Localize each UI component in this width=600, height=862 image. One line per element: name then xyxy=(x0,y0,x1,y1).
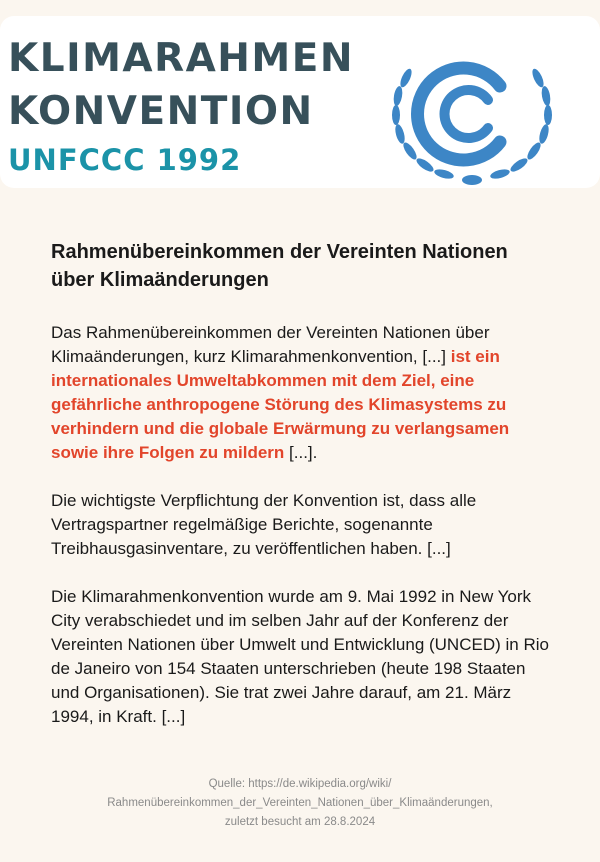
title-block xyxy=(8,32,354,180)
paragraph-ellipsis: [...]. xyxy=(284,443,318,462)
subtitle: UNFCCC 1992 xyxy=(8,143,242,177)
paragraph-history: Die Klimarahmenkonvention wurde am 9. Mai 1992 in New York City verabschiedet und im selben Jahr auf der Konferenz der Vereinten Nationen über Umwelt und Entwicklung (UNCED) in Rio de Janeiro von 154 Staaten unterschrieben (heute 198 Staaten und Organisationen). Sie trat zwei Jahre darauf, am 21. März 1994, in Kraft. [...] xyxy=(51,587,549,726)
header-card xyxy=(0,16,600,188)
source-line-3: zuletzt besucht am 28.8.2024 xyxy=(224,816,376,828)
source-citation xyxy=(0,775,600,832)
source-line-2: Rahmenübereinkommen_der_Vereinten_Nationen_über_Klimaänderungen, xyxy=(107,797,493,809)
paragraph-intro-text: Das Rahmenübereinkommen der Vereinten Nationen über Klimaänderungen, kurz Klimarahmenkonvention, [...] xyxy=(51,323,490,366)
article-heading: Rahmenübereinkommen der Vereinten Nationen über Klimaänderungen xyxy=(51,241,508,291)
source-line-1: Quelle: https://de.wikipedia.org/wiki/ xyxy=(208,778,392,790)
highlighted-definition: ist ein internationales Umweltabkommen mit dem Ziel, eine gefährliche anthropogene Störung des Klimasystems zu verhindern und die globale Erwärmung zu verlangsamen sowie ihre Folgen zu mildern xyxy=(51,347,510,462)
title-line-2: KONVENTION xyxy=(8,89,314,134)
unfccc-wreath-logo-icon xyxy=(384,38,560,190)
article-content xyxy=(51,238,551,753)
paragraph-obligation: Die wichtigste Verpflichtung der Konvention ist, dass alle Vertragspartner regelmäßige Berichte, sogenannte Treibhausgasinventare, zu veröffentlichen haben. [...] xyxy=(51,491,477,558)
paragraph-definition xyxy=(51,321,551,465)
title-line-1: KLIMARAHMEN xyxy=(8,36,355,81)
